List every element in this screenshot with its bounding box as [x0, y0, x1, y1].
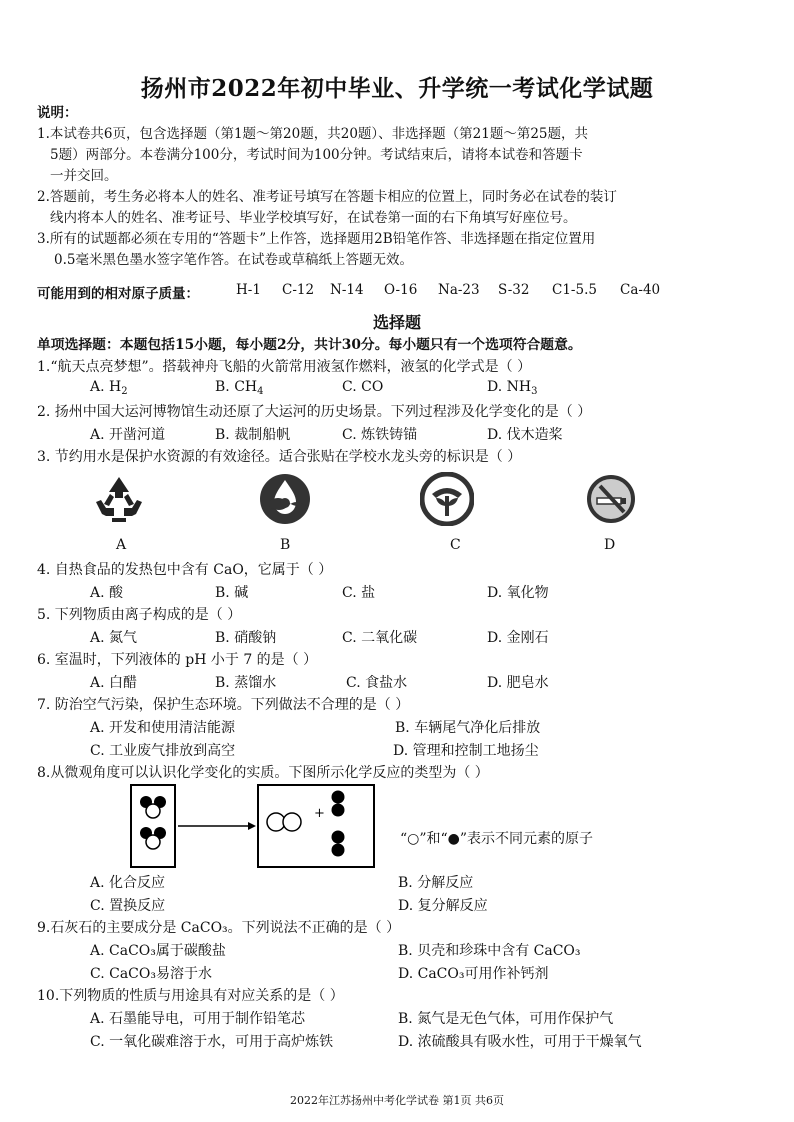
question-9-option-b: B. 贝壳和珍珠中含有 CaCO₃: [398, 943, 581, 959]
question-8-option-d: D. 复分解反应: [398, 898, 488, 914]
question-1-option-c: C. CO: [342, 379, 384, 395]
question-9-option-c: C. CaCO₃易溶于水: [90, 966, 212, 982]
water-saving-icon: [258, 472, 312, 526]
atomic-mass-item: Na-23: [438, 282, 480, 298]
question-1-option-b: B. $CH_4$: [215, 379, 264, 397]
question-1-option-d: D. $NH_3$: [487, 379, 538, 397]
question-6-option-c: C. 食盐水: [346, 675, 408, 691]
question-1-option-a: A. $H_2$: [90, 379, 128, 397]
atomic-mass-item: Ca-40: [620, 282, 661, 298]
atomic-mass-item: H-1: [236, 282, 261, 298]
question-4-option-b: B. 碱: [215, 585, 249, 601]
question-10-option-a: A. 石墨能导电，可用于制作铅笔芯: [90, 1011, 306, 1027]
question-9-option-d: D. CaCO₃可用作补钙剂: [398, 966, 549, 982]
instruction-line: 一并交回。: [50, 168, 118, 184]
question-3-option-c: C: [450, 537, 461, 553]
question-10-option-c: C. 一氧化碳难溶于水，可用于高炉炼铁: [90, 1034, 334, 1050]
instruction-line: 0.5毫米黑色墨水签字笔作答。在试卷或草稿纸上答题无效。: [54, 252, 413, 268]
atomic-mass-label: 可能用到的相对原子质量：: [37, 286, 199, 302]
question-7-option-d: D. 管理和控制工地扬尘: [393, 743, 539, 759]
question-3-stem: 3. 节约用水是保护水资源的有效途径。适合张贴在学校水龙头旁的标识是（ ）: [37, 449, 522, 465]
question-10-option-b: B. 氮气是无色气体，可用作保护气: [398, 1011, 614, 1027]
question-5-option-d: D. 金刚石: [487, 630, 549, 646]
atomic-mass-item: O-16: [384, 282, 418, 298]
instruction-line: 2.答题前，考生务必将本人的姓名、准考证号填写在答题卡相应的位置上，同时务必在试卷的装订: [37, 189, 617, 205]
instructions-heading: 说明：: [37, 105, 78, 121]
instruction-line: 3.所有的试题都必须在专用的“答题卡”上作答，选择题用2B铅笔作答、非选择题在指定位置用: [37, 231, 596, 247]
question-2-option-c: C. 炼铁铸锚: [342, 427, 418, 443]
question-6-option-a: A. 白醋: [90, 675, 138, 691]
question-6-option-b: B. 蒸馏水: [215, 675, 277, 691]
question-9-option-a: A. CaCO₃属于碳酸盐: [90, 943, 226, 959]
question-5-stem: 5. 下列物质由离子构成的是（ ）: [37, 607, 242, 623]
question-7-option-a: A. 开发和使用清洁能源: [90, 720, 236, 736]
question-8-option-c: C. 置换反应: [90, 898, 166, 914]
question-10-stem: 10.下列物质的性质与用途具有对应关系的是（ ）: [37, 988, 344, 1004]
question-5-option-a: A. 氮气: [90, 630, 138, 646]
question-7-option-b: B. 车辆尾气净化后排放: [395, 720, 541, 736]
atomic-mass-item: C-12: [282, 282, 315, 298]
question-1-stem: 1.“航天点亮梦想”。搭载神舟飞船的火箭常用液氢作燃料，液氢的化学式是（ ）: [37, 359, 532, 375]
green-food-icon: [420, 472, 474, 526]
question-4-stem: 4. 自热食品的发热包中含有 CaO，它属于（ ）: [37, 562, 333, 578]
question-6-option-d: D. 肥皂水: [487, 675, 549, 691]
plus-sign: +: [314, 806, 325, 821]
no-smoking-icon: [584, 472, 638, 526]
question-6-stem: 6. 室温时，下列液体的 pH 小于 7 的是（ ）: [37, 652, 318, 668]
question-9-stem: 9.石灰石的主要成分是 CaCO₃。下列说法不正确的是（ ）: [37, 920, 401, 936]
question-8-stem: 8.从微观角度可以认识化学变化的实质。下图所示化学反应的类型为（ ）: [37, 765, 489, 781]
question-3-option-d: D: [604, 537, 616, 553]
instruction-line: 1.本试卷共6页，包含选择题（第1题～第20题，共20题）、非选择题（第21题～第25题，共: [37, 126, 589, 142]
question-2-option-a: A. 开凿河道: [90, 427, 166, 443]
question-4-option-c: C. 盐: [342, 585, 376, 601]
question-10-option-d: D. 浓硫酸具有吸水性，可用于干燥氧气: [398, 1034, 642, 1050]
question-7-stem: 7. 防治空气污染，保护生态环境。下列做法不合理的是（ ）: [37, 697, 410, 713]
question-7-option-c: C. 工业废气排放到高空: [90, 743, 236, 759]
question-2-option-b: B. 裁制船帆: [215, 427, 291, 443]
question-8-option-b: B. 分解反应: [398, 875, 474, 891]
question-5-option-c: C. 二氧化碳: [342, 630, 418, 646]
section-intro: 单项选择题：本题包括15小题，每小题2分，共计30分。每小题只有一个选项符合题意。: [37, 337, 582, 353]
question-2-stem: 2. 扬州中国大运河博物馆生动还原了大运河的历史场景。下列过程涉及化学变化的是（ ）: [37, 404, 592, 420]
question-5-option-b: B. 硝酸钠: [215, 630, 277, 646]
instruction-line: 线内将本人的姓名、准考证号、毕业学校填写好，在试卷第一面的右下角填写好座位号。: [50, 210, 577, 226]
question-2-option-d: D. 伐木造桨: [487, 427, 563, 443]
page-footer: 2022年江苏扬州中考化学试卷 第1页 共6页: [290, 1094, 504, 1107]
atomic-mass-item: C1-5.5: [552, 282, 597, 298]
diagram-legend: “○”和“●”表示不同元素的原子: [400, 831, 594, 847]
question-3-option-b: B: [280, 537, 291, 553]
section-title: 选择题: [372, 313, 421, 332]
question-4-option-a: A. 酸: [90, 585, 124, 601]
atomic-mass-item: N-14: [330, 282, 364, 298]
reaction-diagram: [128, 782, 418, 872]
atomic-mass-item: S-32: [498, 282, 530, 298]
reactant-box: [131, 785, 175, 867]
instruction-line: 5题）两部分。本卷满分100分，考试时间为100分钟。考试结束后，请将本试卷和答题卡: [50, 147, 583, 163]
question-8-option-a: A. 化合反应: [90, 875, 166, 891]
recycle-icon: [92, 472, 146, 526]
page-title: 扬州市2022年初中毕业、升学统一考试化学试题: [140, 75, 654, 102]
question-3-option-a: A: [116, 537, 127, 553]
question-4-option-d: D. 氧化物: [487, 585, 549, 601]
